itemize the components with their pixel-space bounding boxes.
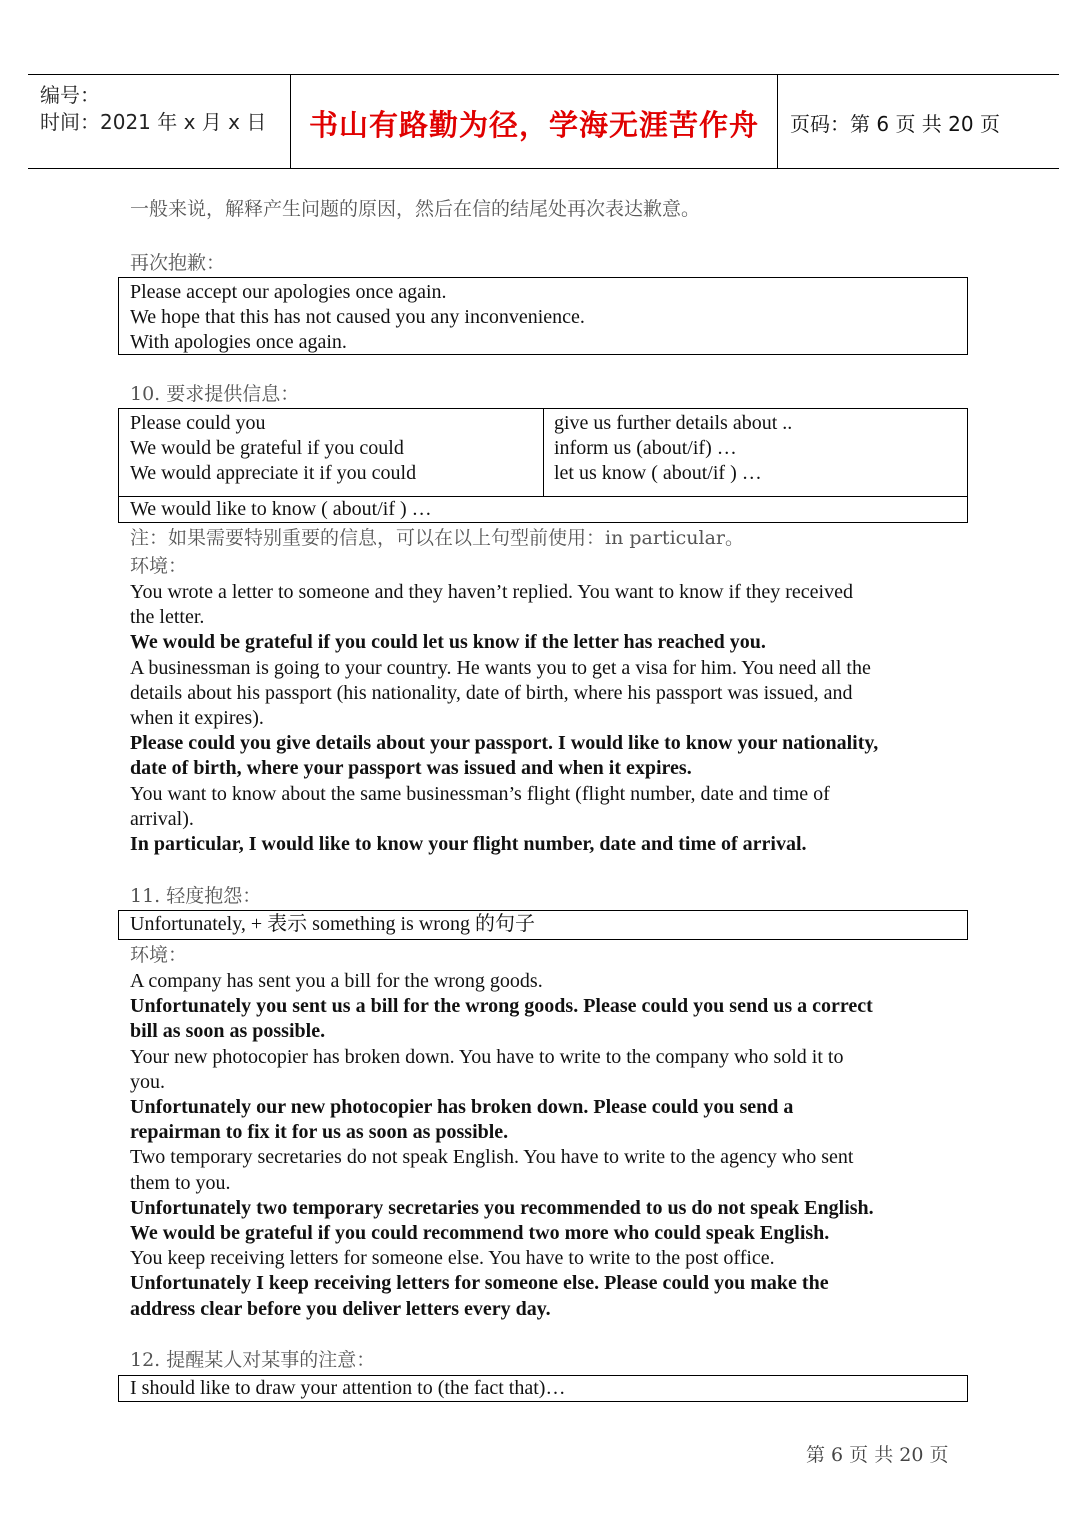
request-bottom-phrase: We would like to know ( about/if ) … — [130, 498, 432, 520]
example-scenario-line: the letter. — [130, 606, 205, 629]
request-endings-column — [543, 411, 792, 486]
example-scenario-line: You wrote a letter to someone and they haven’t replied. You want to know if they received — [130, 581, 853, 603]
section-heading-12: 12. 提醒某人对某事的注意： — [130, 1349, 376, 1371]
example-answer-line: We would be grateful if you could recommend two more who could speak English. — [130, 1222, 830, 1244]
example-answer-line: bill as soon as possible. — [130, 1020, 326, 1043]
intro-paragraph: 一般来说，解释产生问题的原因，然后在信的结尾处再次表达歉意。 — [130, 198, 701, 220]
request-phrase-table — [118, 408, 968, 497]
document-header — [28, 74, 1059, 169]
example-answer-line: We would be grateful if you could let us know if the letter has reached you. — [130, 631, 766, 654]
complaint-phrase: Unfortunately, + 表示 something is wrong 的句子 — [130, 913, 535, 935]
example-answer-line: Unfortunately our new photocopier has broken down. Please could you send a — [130, 1096, 794, 1118]
apology-phrase: With apologies once again. — [130, 331, 347, 353]
example-answer-line: Unfortunately two temporary secretaries you recommended to us do not speak English. — [130, 1196, 874, 1219]
header-page-cell — [778, 75, 1059, 168]
example-scenario-line: when it expires). — [130, 707, 264, 729]
example-answer-line: date of birth, where your passport was issued and when it expires. — [130, 757, 692, 780]
example-scenario-line: A company has sent you a bill for the wrong goods. — [130, 970, 543, 992]
motto-text: 书山有路勤为径，学海无涯苦作舟 — [308, 108, 759, 142]
example-answer-line: In particular, I would like to know your flight number, date and time of arrival. — [130, 833, 807, 855]
request-opener: We would be grateful if you could — [130, 437, 404, 459]
request-ending: give us further details about .. — [554, 412, 793, 434]
example-scenario-line: arrival). — [130, 807, 194, 830]
request-ending: let us know ( about/if ) … — [554, 462, 762, 484]
example-answer-line: Unfortunately I keep receiving letters for someone else. Please could you make the — [130, 1272, 829, 1295]
example-scenario-line: You keep receiving letters for someone else. You have to write to the post office. — [130, 1247, 775, 1270]
document-number-label: 编号： — [40, 83, 100, 107]
example-answer-line: address clear before you deliver letters every day. — [130, 1297, 551, 1320]
apology-phrase-box — [118, 277, 968, 355]
example-answer-line: Unfortunately you sent us a bill for the wrong goods. Please could you send us a correct — [130, 995, 873, 1018]
section-heading-11: 11. 轻度抱怨： — [130, 885, 262, 907]
example-scenario-line: You want to know about the same businessman’s flight (flight number, date and time of — [130, 782, 830, 805]
header-motto-cell — [291, 75, 778, 168]
request-openers-column — [119, 411, 416, 486]
example-scenario-line: you. — [130, 1070, 165, 1093]
apology-phrase: Please accept our apologies once again. — [130, 281, 447, 303]
section-heading-apology: 再次抱歉： — [130, 252, 226, 274]
section11-env-label: 环境： — [130, 944, 188, 966]
request-ending: inform us (about/if) … — [554, 437, 737, 459]
example-scenario-line: A businessman is going to your country. He wants you to get a visa for him. You need all the — [130, 656, 871, 679]
example-scenario-line: details about his passport (his nationality, date of birth, where his passport was issued, and — [130, 681, 853, 704]
apology-phrase: We hope that this has not caused you any inconvenience. — [130, 306, 585, 328]
section-heading-10: 10. 要求提供信息： — [130, 383, 300, 405]
example-scenario-line: them to you. — [130, 1171, 231, 1194]
page-footer: 第 6 页 共 20 页 — [806, 1444, 949, 1466]
section10-note: 注：如果需要特别重要的信息，可以在以上句型前使用：in particular。 — [130, 527, 745, 549]
example-answer-line: repairman to fix it for us as soon as possible. — [130, 1121, 509, 1144]
attention-phrase-box — [118, 1375, 968, 1402]
request-bottom-row — [118, 496, 968, 523]
request-opener: We would appreciate it if you could — [130, 462, 417, 484]
document-time-label: 时间：2021 年 x 月 x 日 — [40, 110, 267, 134]
attention-phrase: I should like to draw your attention to (the fact that)… — [130, 1377, 566, 1399]
complaint-phrase-box — [118, 910, 968, 940]
example-scenario-line: Your new photocopier has broken down. You have to write to the company who sold it to — [130, 1045, 844, 1068]
example-scenario-line: Two temporary secretaries do not speak English. You have to write to the agency who sent — [130, 1146, 854, 1169]
section10-env-label: 环境： — [130, 555, 188, 577]
example-answer-line: Please could you give details about your passport. I would like to know your nationality, — [130, 732, 879, 755]
request-opener: Please could you — [130, 412, 266, 434]
header-page-label: 页码：第 6 页 共 20 页 — [790, 112, 1000, 136]
header-meta-cell — [28, 75, 291, 168]
